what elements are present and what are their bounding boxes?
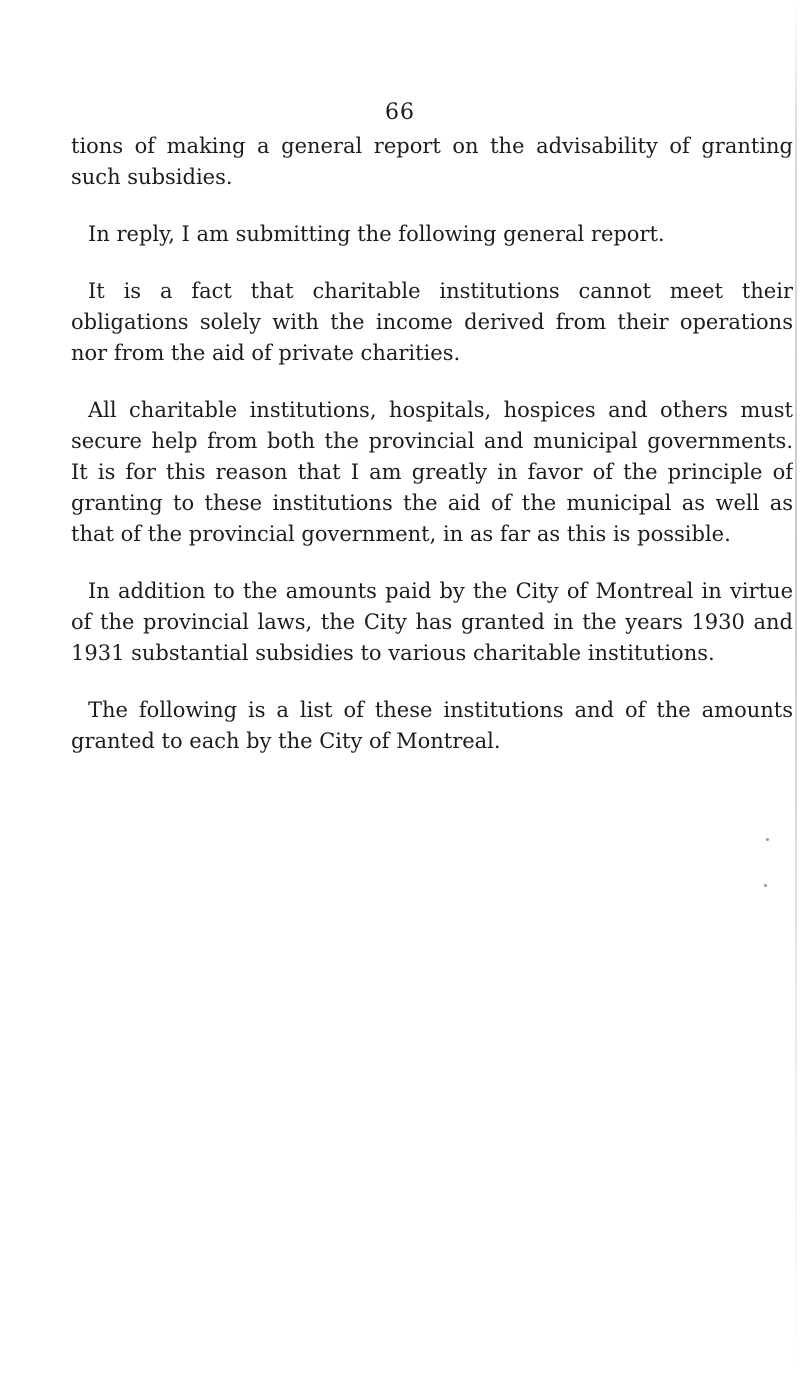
paragraph-2: In reply, I am submitting the following general report. [88,222,665,246]
page-edge-shadow [795,0,797,1374]
paragraph-4: All charitable institutions, hospitals, hospices and others must secure help from both the provincial and municipal governments. It is for this reason that I am greatly in favor of the principle of granting to these institutions the aid of the municipal as well as that of the provincial government, in as far as this is possible. [71,398,793,546]
paragraph-3: It is a fact that charitable institutions cannot meet their obligations solely with the income derived from their operations nor from the aid of private charities. [71,279,793,365]
paragraph-1: tions of making a general report on the advisability of granting such subsidies. [71,134,793,189]
paragraph-6: The following is a list of these institutions and of the amounts granted to each by the City of Montreal. [71,698,793,753]
scan-speck [764,884,767,887]
body-text [71,131,793,783]
scan-speck [766,838,769,841]
page-number: 66 [385,100,415,125]
paragraph-5: In addition to the amounts paid by the City of Montreal in virtue of the provincial laws, the City has granted in the years 1930 and 1931 substantial subsidies to various charitable institutions. [71,579,793,665]
